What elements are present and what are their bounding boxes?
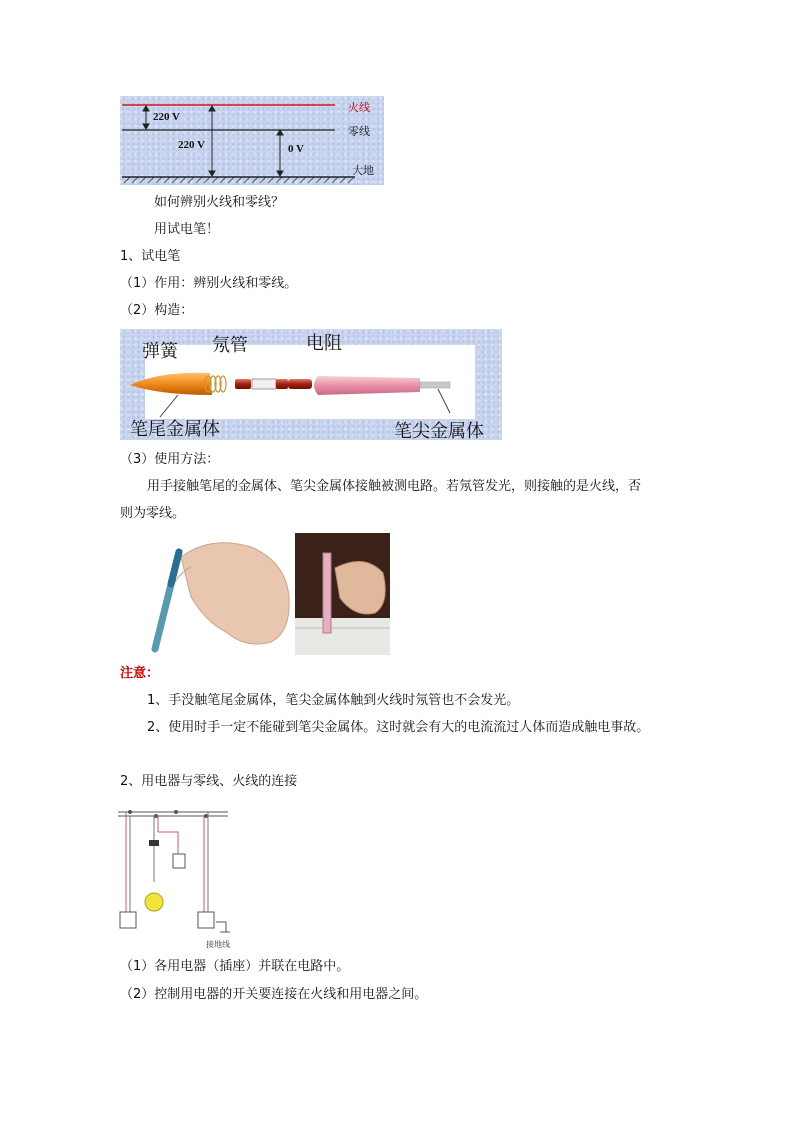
label-tip-metal: 笔尖金属体 <box>394 421 484 440</box>
test-pen-structure-figure <box>120 329 502 440</box>
usage-line-2: 则为零线。 <box>120 506 186 521</box>
point-1: （1）各用电器（插座）并联在电路中。 <box>120 959 350 974</box>
voltage-diagram-svg <box>120 96 384 185</box>
voltage-label-neutral-ground: 0 V <box>288 143 304 155</box>
label-resistor: 电阻 <box>306 333 342 354</box>
voltage-label-fire-neutral: 220 V <box>153 111 180 123</box>
socket-1 <box>120 912 136 928</box>
wall-switch <box>173 854 185 868</box>
ground-wire-label: 接地线 <box>206 940 230 949</box>
socket-test-illustration <box>295 533 390 655</box>
hand-pen-illustration <box>151 537 291 655</box>
notice-title: 注意： <box>120 666 160 681</box>
neon-tube <box>252 379 276 389</box>
light-bulb <box>145 893 163 911</box>
label-tail-metal: 笔尾金属体 <box>130 419 220 440</box>
resistor <box>288 379 312 389</box>
point-2: （2）控制用电器的开关要连接在火线和用电器之间。 <box>120 987 428 1002</box>
wiring-diagram-svg <box>118 802 230 950</box>
section2-title: 2、用电器与零线、火线的连接 <box>120 774 298 789</box>
question-text: 如何辨别火线和零线？ <box>154 195 285 210</box>
notice-item-2: 2、使用时手一定不能碰到笔尖金属体。这时就会有大的电流流过人体而造成触电事故。 <box>147 720 650 735</box>
label-neon-tube: 氖管 <box>212 335 248 356</box>
photo-testing-socket <box>295 533 390 655</box>
pen-tip-metal <box>420 382 450 388</box>
tip-pointer <box>438 389 450 413</box>
pen-tail-cap <box>130 373 212 395</box>
wiring-diagram <box>118 802 230 950</box>
tail-metal-piece <box>235 379 251 389</box>
section1-title: 1、试电笔 <box>120 249 181 264</box>
label-spring: 弹簧 <box>142 341 178 362</box>
usage-title: （3）使用方法： <box>120 452 220 467</box>
socket-2 <box>198 912 214 928</box>
function-text: （1）作用：辨别火线和零线。 <box>120 276 298 291</box>
answer-text: 用试电笔！ <box>154 222 220 237</box>
neon-tube-end <box>276 379 288 389</box>
usage-line-1: 用手接触笔尾的金属体、笔尖金属体接触被测电路。若氖管发光，则接触的是火线，否 <box>147 479 642 494</box>
fire-wire-label: 火线 <box>348 101 370 114</box>
neutral-wire-label: 零线 <box>348 125 370 138</box>
lamp-holder <box>149 840 159 846</box>
voltage-diagram <box>120 96 384 185</box>
ground-label: 大地 <box>352 164 374 177</box>
pen-body <box>314 376 420 395</box>
tail-pointer <box>160 395 178 417</box>
photo-hand-holding-pen <box>151 537 291 655</box>
voltage-label-fire-ground: 220 V <box>178 139 205 151</box>
structure-text: （2）构造： <box>120 303 194 318</box>
ground-hatch <box>124 177 354 183</box>
notice-item-1: 1、手没触笔尾金属体，笔尖金属体触到火线时氖管也不会发光。 <box>147 693 520 708</box>
